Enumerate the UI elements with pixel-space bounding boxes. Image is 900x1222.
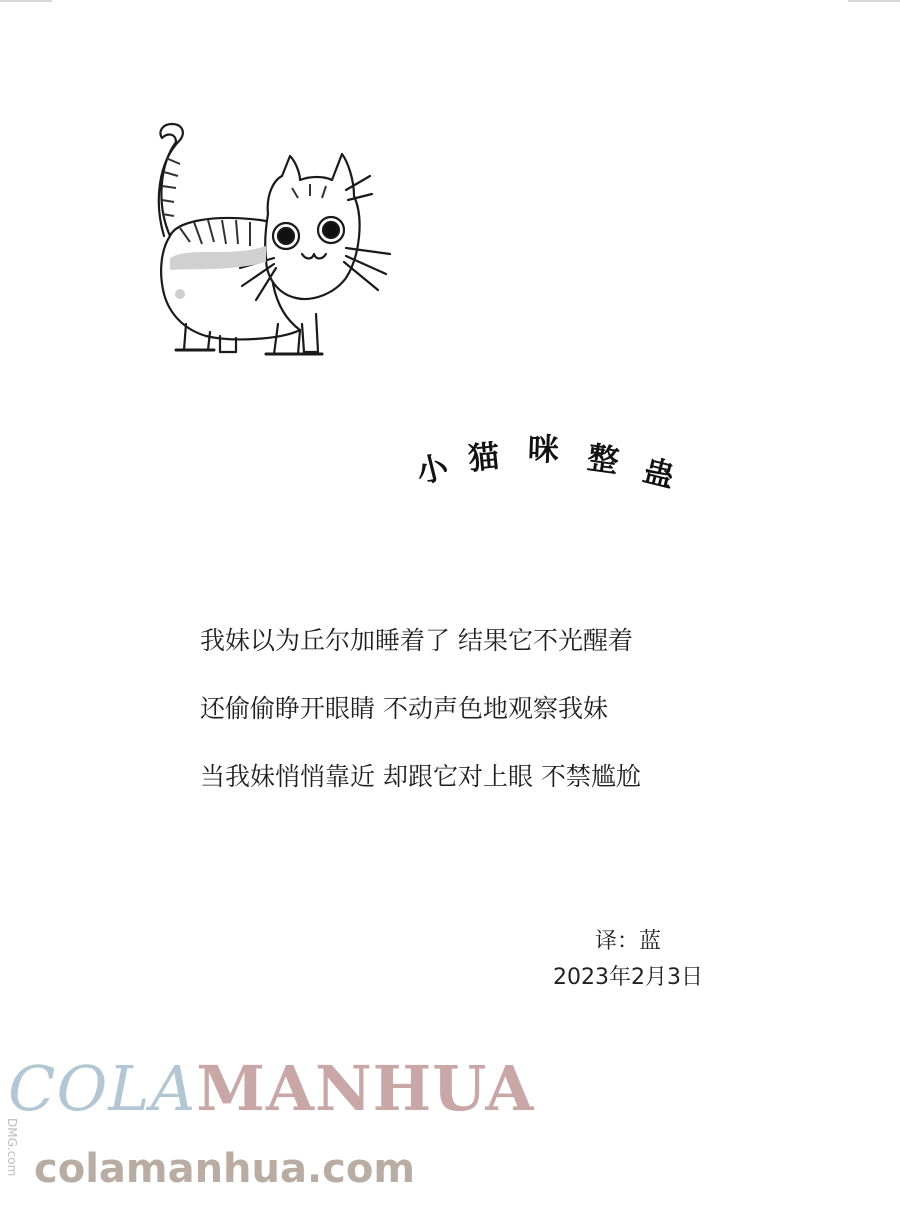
title-char: 整: [585, 439, 621, 480]
watermark-cola: COLA: [8, 1052, 197, 1125]
watermark-side-text: DMG.com: [5, 1118, 19, 1177]
title-char: 蛊: [639, 452, 679, 496]
translator-credit: [528, 924, 728, 996]
summary-line: 还偷偷睁开眼睛 不动声色地观察我妹: [200, 694, 608, 723]
title-char: 小: [412, 448, 452, 492]
comic-title: [0, 0, 900, 520]
title-char: 猫: [466, 438, 502, 478]
translator-name: 译：蓝: [594, 929, 661, 954]
cat-illustration-icon: [150, 118, 400, 363]
watermark-logo: [8, 1054, 534, 1124]
translation-date: 2023年2月3日: [553, 965, 703, 990]
summary-line: 当我妹悄悄靠近 却跟它对上眼 不禁尴尬: [200, 762, 641, 791]
top-border-left: [0, 0, 52, 2]
watermark-manhua: MANHUA: [196, 1052, 535, 1125]
top-border-right: [848, 0, 900, 2]
title-char: 咪: [527, 431, 560, 469]
summary-line: 我妹以为丘尔加睡着了 结果它不光醒着: [200, 626, 633, 655]
story-summary: [200, 624, 820, 828]
watermark-url: colamanhua.com: [34, 1146, 416, 1192]
